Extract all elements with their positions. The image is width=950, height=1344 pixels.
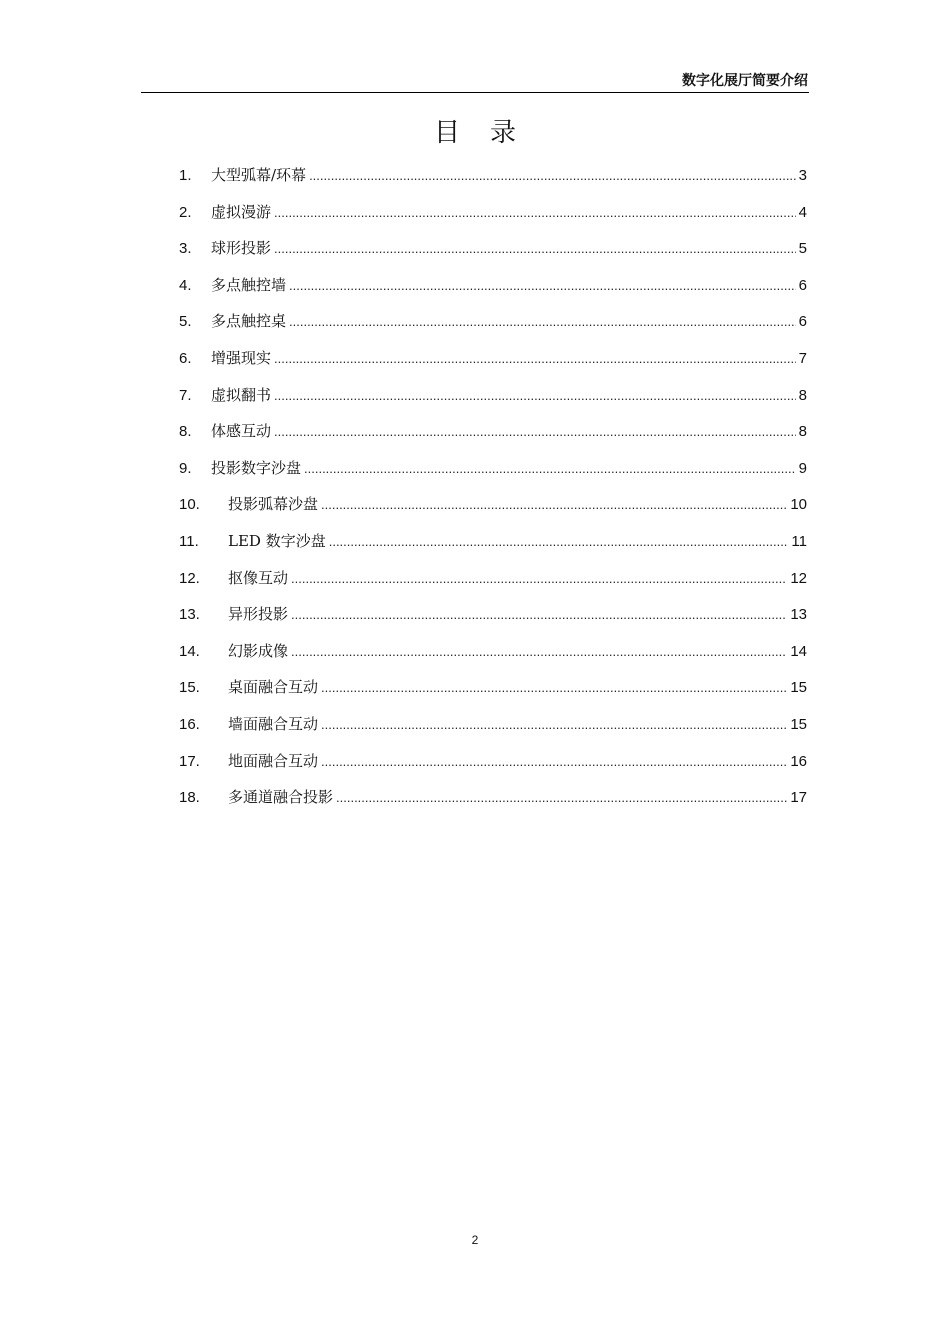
toc-entry-label: 虚拟翻书 xyxy=(211,385,272,404)
toc-entry-page: 6 xyxy=(798,276,807,294)
table-of-contents xyxy=(179,164,807,823)
toc-leader-dots xyxy=(274,241,796,256)
toc-leader-dots xyxy=(321,717,787,732)
toc-entry-label: 大型弧幕/环幕 xyxy=(211,166,307,184)
toc-leader-dots xyxy=(309,168,796,183)
header-rule xyxy=(141,92,809,93)
toc-entry-label: 异形投影 xyxy=(228,605,289,624)
toc-entry-page: 8 xyxy=(798,386,807,404)
toc-entry-page: 15 xyxy=(790,715,807,733)
page-number: 2 xyxy=(471,1233,479,1247)
toc-entry-label: 增强现实 xyxy=(211,348,272,367)
toc-entry-label: 体感互动 xyxy=(211,422,272,441)
toc-entry-label: 多点触控桌 xyxy=(211,312,287,331)
toc-entry-page: 9 xyxy=(798,459,807,477)
toc-entry[interactable] xyxy=(179,347,807,384)
toc-entry[interactable] xyxy=(179,567,807,604)
toc-entry[interactable] xyxy=(179,237,807,274)
toc-entry-number: 6. xyxy=(179,349,192,367)
toc-entry[interactable] xyxy=(179,457,807,494)
toc-entry-label: 幻影成像 xyxy=(228,641,289,660)
toc-entry-number: 4. xyxy=(179,276,192,294)
toc-entry-page: 14 xyxy=(790,642,807,660)
toc-entry-page: 11 xyxy=(791,532,807,550)
toc-entry-label: 投影数字沙盘 xyxy=(211,458,302,477)
toc-entry-label: LED 数字沙盘 xyxy=(228,531,326,550)
toc-leader-dots xyxy=(304,461,796,476)
toc-entry-number: 13. xyxy=(179,606,200,624)
toc-entry-number: 15. xyxy=(179,679,200,697)
toc-entry-label: 地面融合互动 xyxy=(228,751,319,770)
toc-leader-dots xyxy=(321,497,787,512)
toc-entry-page: 15 xyxy=(790,679,807,697)
toc-leader-dots xyxy=(291,607,787,622)
toc-leader-dots xyxy=(289,278,796,293)
toc-leader-dots xyxy=(321,754,787,769)
toc-entry[interactable] xyxy=(179,493,807,530)
toc-entry[interactable] xyxy=(179,530,807,567)
toc-entry-label: 多点触控墙 xyxy=(211,275,287,294)
toc-entry[interactable] xyxy=(179,420,807,457)
toc-leader-dots xyxy=(274,388,796,403)
toc-leader-dots xyxy=(274,205,796,220)
toc-entry-page: 6 xyxy=(798,313,807,331)
toc-entry[interactable] xyxy=(179,164,807,201)
toc-entry-page: 4 xyxy=(798,203,807,221)
toc-entry[interactable] xyxy=(179,640,807,677)
toc-entry-page: 5 xyxy=(798,240,807,258)
toc-entry-page: 16 xyxy=(790,752,807,770)
toc-leader-dots xyxy=(289,314,796,329)
toc-entry[interactable] xyxy=(179,713,807,750)
toc-leader-dots xyxy=(291,571,787,586)
toc-entry[interactable] xyxy=(179,786,807,823)
toc-entry-label: 抠像互动 xyxy=(228,568,289,587)
toc-entry-page: 17 xyxy=(790,789,807,807)
toc-entry-page: 13 xyxy=(790,606,807,624)
header-title: 数字化展厅简要介绍 xyxy=(682,73,808,89)
toc-entry-number: 14. xyxy=(179,642,200,660)
toc-entry-page: 8 xyxy=(798,423,807,441)
toc-entry-page: 10 xyxy=(790,496,807,514)
toc-leader-dots xyxy=(321,680,787,695)
toc-entry-page: 3 xyxy=(798,167,807,184)
toc-entry-number: 17. xyxy=(179,752,200,770)
toc-leader-dots xyxy=(274,351,796,366)
toc-entry-page: 7 xyxy=(798,349,807,367)
toc-entry-label: 桌面融合互动 xyxy=(228,678,319,697)
toc-entry-number: 1. xyxy=(179,167,192,184)
toc-leader-dots xyxy=(329,534,789,549)
toc-entry-label: 多通道融合投影 xyxy=(228,788,334,807)
toc-entry-label: 球形投影 xyxy=(211,239,272,258)
toc-entry[interactable] xyxy=(179,676,807,713)
toc-entry[interactable] xyxy=(179,384,807,421)
toc-entry[interactable] xyxy=(179,603,807,640)
toc-entry-label: 虚拟漫游 xyxy=(211,202,272,221)
toc-leader-dots xyxy=(274,424,796,439)
toc-entry[interactable] xyxy=(179,750,807,787)
toc-title: 目录 xyxy=(433,118,546,148)
toc-leader-dots xyxy=(336,790,787,805)
toc-entry-label: 投影弧幕沙盘 xyxy=(228,495,319,514)
toc-entry-number: 2. xyxy=(179,203,192,221)
toc-entry-number: 10. xyxy=(179,496,200,514)
toc-entry-number: 11. xyxy=(179,532,199,550)
toc-entry[interactable] xyxy=(179,274,807,311)
toc-entry-number: 12. xyxy=(179,569,200,587)
toc-entry-number: 8. xyxy=(179,423,192,441)
toc-entry[interactable] xyxy=(179,201,807,238)
toc-leader-dots xyxy=(291,644,787,659)
toc-entry-number: 7. xyxy=(179,386,192,404)
toc-entry-number: 5. xyxy=(179,313,192,331)
toc-entry[interactable] xyxy=(179,310,807,347)
toc-entry-number: 9. xyxy=(179,459,192,477)
toc-entry-number: 18. xyxy=(179,789,200,807)
toc-entry-page: 12 xyxy=(790,569,807,587)
toc-entry-label: 墙面融合互动 xyxy=(228,714,319,733)
toc-entry-number: 3. xyxy=(179,240,192,258)
toc-entry-number: 16. xyxy=(179,715,200,733)
